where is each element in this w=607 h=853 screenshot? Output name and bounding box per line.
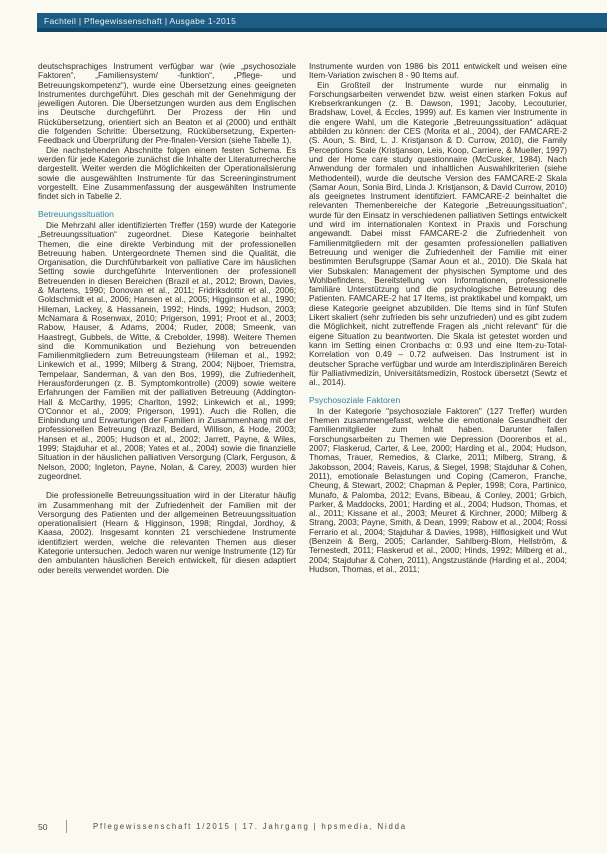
journal-info: Pflegewissenschaft 1/2015 | 17. Jahrgang | hpsmedia, Nidda — [93, 822, 407, 831]
header-bar — [37, 13, 607, 32]
paragraph: In der Kategorie "psychosoziale Faktoren" (127 Treffer) wurden Themen zusammengefasst, welche die emotionale Gesundheit der Familienmitglieder zum Inhalt haben. Darunter fallen Forschungsarbeiten zu Themen wie Depression (Doorenbos et al., 2007; Flaskerud, Carter, & Lee, 2000; Harding et al., 2004; Hudson, Thomas, Trauer, Remedios, & Clarke, 2011; Milberg, Strang, & Jakobsson, 2004; Raveis, Karus, & Siegel, 1998; Stajduhar & Cohen, 2011), emotionale Belastungen und Coping (Cameron, Franche, Cheung, & Stewart, 2002; Chapman & Pepler, 1998; Cora, Partinico, Munafo, & Palomba, 2012; Evans, Bibeau, & Conley, 2001; Grbich, Parker, & Maddocks, 2001; Harding et al., 2004; Hudson, Thomas, et al., 2011; Kissane et al., 2003; Meuret & Kirchner, 2000; Milberg & Strang, 2003; Payne, Smith, & Dean, 1999; Rabow et al., 2004; Rossi Ferrario et al., 2004; Stajduhar & Davies, 1998), Hilflosigkeit und Wut (Benzein & Berg, 2005; Carlander, Sahlberg-Blom, Hellström, & Ternestedt, 2011; Flaskerud et al., 2000; Hinds, 1992; Milberg et al., 2004; Stajduhar & Cohen, 2011), Angstzustände (Harding et al., 2004; Hudson, Thomas, et al., 2011; — [309, 405, 567, 574]
header-breadcrumb: Fachteil | Pflegewissenschaft | Ausgabe 1-2015 — [44, 15, 237, 26]
footer-divider — [66, 820, 67, 833]
paragraph-continuation: Instrumente wurden von 1986 bis 2011 entwickelt und weisen eine Item-Variation zwischen 8 - 90 Items auf. — [309, 62, 567, 81]
article-body — [0, 62, 607, 814]
paragraph: Die Mehrzahl aller identifizierten Treffer (159) wurde der Kategorie „Betreuungssituation“ zugeordnet. Diese Kategorie beinhaltet Themen, die eine direkte Verbindung mit der professionellen Betreuung haben. Untergeordnete Themen sind die Qualität, die Organisation, die Durchführbarkeit von palliative Care im häuslichen Setting sowie durchgeführte Interventionen der professionell Betreuenden in diesen Bereichen (Brazil et al., 2012; Brown, Davies, & Martens, 1990; Donovan et al., 2011; Fridriksdottir et al., 2006; Goldschmidt et al., 2006; Hansen et al., 2005; Higginson et al., 1990; Hileman, Lackey, & Hassanein, 1992; Hinds, 1992; Hudson, 2003; McNamara & Rosenwax, 2010; Prigerson, 1991; Proot et al., 2003; Rabow, Hauser, & Adams, 2004; Ruder, 2008; Smeenk, van Haastregt, Gubbels, de Witte, & Crebolder, 1998). Weitere Themen sind die Kommunikation und Beziehung von betreuenden Familienmitgliedern zum Betreuungsteam (Hileman et al., 1992; Linkewich et al., 1999; Milberg & Strang, 2004; Nijboer, Triemstra, Tempelaar, Sanderman, & van den Bos, 1999), die Zufriedenheit, Herausforderungen (z. B. Symptomkontrolle) (2009) sowie weitere Erfahrungen der Familien mit der palliativen Betreuung (Addington-Hall & McCarthy, 1995; Charlton, 1992; Linkewich et al., 1999; O'Connor et al., 2009; Prigerson, 1991). Auch die Rollen, die Einbindung und Erwartungen der Familien in Zusammenhang mit der professionellen Betreuung (Brazil, Bedard, Willison, & Hode, 2003; Hansen et al., 2005; Hudson et al., 2002; Jarrett, Payne, & Wiles, 1999; Stajduhar et al., 2008; Yates et al., 2004) sowie die finanzielle Situation in der häuslichen palliativen Versorgung (Clark, Ferguson, & Nelson, 2000; Ingleton, Payne, Nolan, & Carey, 2003) wurden hier zugeordnet. — [38, 219, 296, 481]
paragraph-continuation: deutschsprachiges Instrument verfügbar war (wie „psychosoziale Faktoren“, „Familiensystem/ -funktion“, „Pflege- und Betreuungskompetenz“), wurde eine Übersetzung eines geeigneten Instrumentes durchgeführt. Dies geschah mit der Genehmigung der jeweiligen Autoren. Die Übersetzungen wurden aus dem Englischen ins Deutsche durchgeführt. Der Prozess der Hin und Rückübersetzung, orientiert sich an Beaton et al (2000) und enthält die folgenden Schritte: Übersetzung, Rückübersetzung, Experten-Feedback und Überprüfung der Pre-finalen-Version (siehe Tabelle 1). — [38, 62, 296, 146]
paragraph: Die nachstehenden Abschnitte folgen einem festen Schema. Es werden für jede Kategorie zunächst die Inhalte der Literaturrecherche dargestellt. Weiter werden die Möglichkeiten der Operationalisierung sowie die ausgewählten Instrumente für das Screeninginstrument vorgestellt. Eine Zusammenfassung der ausgewählten Instrumente findet sich in Tabelle 2. — [38, 144, 296, 202]
footer — [38, 820, 587, 833]
paragraph: Die professionelle Betreuungssituation wird in der Literatur häufig im Zusammenhang mit der Zufriedenheit der Familien mit der Versorgung des Patienten und der allgemeinen Betreuungssituation operationalisiert (Hearn & Higginson, 1998; Ringdal, Jordhoy, & Kaasa, 2002). Insgesamt konnten 21 verschiedene Instrumente identifiziert werden, welche die relevanten Themen aus dieser Kategorie untersuchen. Jedoch waren nur wenige Instrumente (12) für den ambulanten häuslichen Bereich entwickelt, für diesen adaptiert oder bereits verwendet worden. Die — [38, 490, 296, 575]
section-heading-betreuungssituation: Betreuungssituation — [38, 209, 114, 220]
paragraph: Ein Großteil der Instrumente wurde nur einmalig in Forschungsarbeiten verwendet bzw. weist einen starken Fokus auf Krebserkrankungen (z. B. Dawson, 1991; Jacoby, Lecouturier, Bradshaw, Lovel, & Eccles, 1999) auf. Es kamen vier Instrumente in die engere Wahl, um die Kategorie „Betreuungssituation“ adäquat abbilden zu können: der CES (Morita et al., 2004), der FAMCARE-2 (S. Aoun, S. Bird, L. J. Kristjanson & D. Currow, 2010), die Family Perceptions Scale (Kristjanson, Leis, Koop, Carriere, & Mueller, 1997) und der Home care study questionnaire (McCusker, 1984). Nach Anwendung der formalen und inhaltlichen Auswahlkriterien (siehe Methodenteil), wurde die deutsche Version des FAMCARE-2 Skala (Samar Aoun, Sonia Bird, Linda J. Kristjanson, & David Currow, 2010) als geeignetes Instrument identifiziert. FAMCARE-2 beinhaltet die relevanten Themenbereiche der Kategorie „Betreuungssituation“, wurde für den Einsatz in verschiedenen palliativen Settings entwickelt und wird im internationalen Kontext in Praxis und Forschung angewandt. Dabei misst FAMCARE-2 die Zufriedenheit von Familienmitgliedern mit der gesamten professionellen palliativen Betreuung und weniger die Zufriedenheit der Familie mit einer bestimmten Berufsgruppe (Samar Aoun et al., 2010). Die Skala hat vier Subskalen: Management der physischen Symptome und des Wohlbefindens, Bereitstellung von Informationen, professionelle familiäre Unterstützung und die psychologische Betreuung des Patienten. FAMCARE-2 hat 17 Items, ist praktikabel und kompakt, um diese Kategorie geeignet abzubilden. Die Items sind in fünf Stufen Likert skaliert (sehr zufrieden bis sehr unzufrieden) und es gibt zudem die Möglichkeit, nicht zutreffende Fragen als „nicht relevant“ für die eigene Situation zu beantworten. Die Skala ist getestet worden und kann im Setting einen Cronbachs α: 0.93 und eine Item-zu-Total-Korrelation von 0.49 – 0.72 aufweisen. Das Instrument ist in deutscher Sprache verfügbar und wurde am Interdisziplinären Bereich für Palliativmedizin, Universitätsmedizin, Rostock übersetzt (Sewtz et al., 2014). — [309, 79, 567, 388]
left-column — [38, 62, 296, 575]
section-heading-psychosoziale-faktoren: Psychosoziale Faktoren — [309, 395, 401, 406]
page-number: 50 — [38, 821, 48, 832]
right-column — [309, 62, 567, 574]
